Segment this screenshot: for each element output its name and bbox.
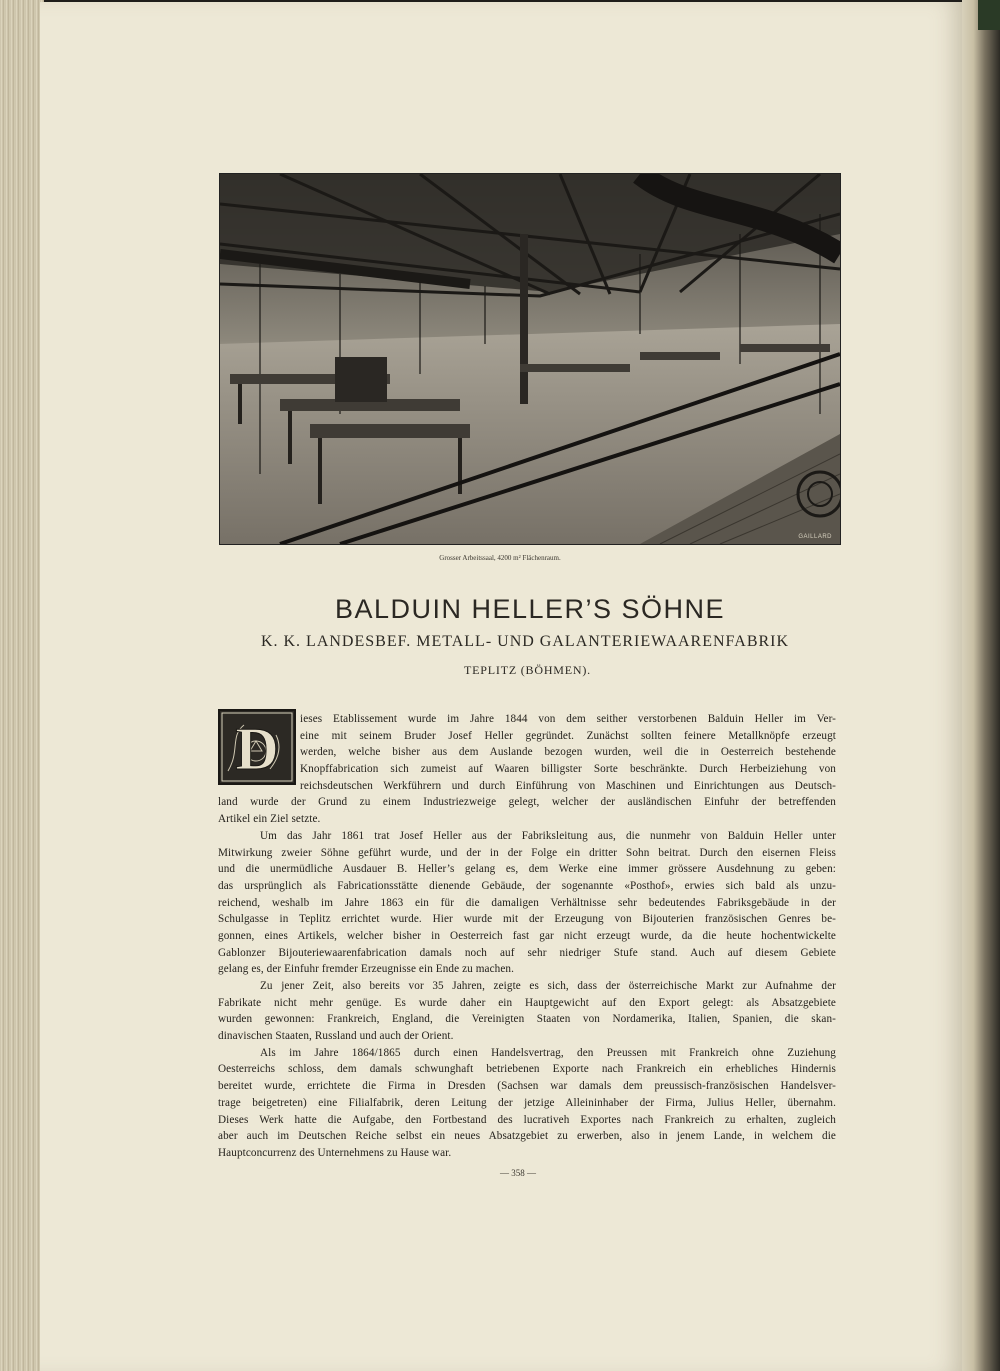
body-line: gelang es, der Einfuhr fremder Erzeugnisse ein Ende zu machen. [218, 963, 515, 976]
body-line: Um das Jahr 1861 trat Josef Heller aus der Fabriksleitung aus, die nunmehr von Balduin Heller unter [260, 829, 836, 842]
body-line: Artikel ein Ziel setzte. [218, 813, 321, 826]
photo-caption: Grosser Arbeitssaal, 4200 m² Flächenraum. [439, 554, 561, 562]
body-line: Oesterreichs schloss, dem damals schwunghaft betriebenen Exporte nach Frankreich ein erhebliches Hindernis [218, 1063, 836, 1076]
body-line: ieses Etablissement wurde im Jahre 1844 von dem seither verstorbenen Balduin Heller im Ver- [300, 713, 836, 725]
body-line: Zu jener Zeit, also bereits vor 35 Jahren, zeigte es sich, dass der österreichische Markt zur Aufnahme der [260, 980, 836, 992]
body-line: reichend, weshalb im Jahre 1863 ein für die damaligen Verhältnisse sehr bedeutendes Fabriksgebäude in der [218, 896, 836, 909]
body-line: eine mit seinem Bruder Josef Heller gegründet. Zunächst sollten feinere Metallknöpfe erzeugt [300, 729, 836, 742]
body-line: reichsdeutschen Werkführern und durch Einführung von Maschinen und Einrichtungen aus Deutsch- [300, 779, 836, 792]
body-line: land wurde der Grund zu einem Industriezweige gelegt, welcher der ausländischen Einfuhr der betreffenden [218, 796, 836, 809]
page-title: BALDUIN HELLER’S SÖHNE [334, 594, 726, 624]
body-line: und die unermüdliche Ausdauer B. Heller’s gelang es, dem Werke eine immer grössere Ausdehnung zu geben: [218, 863, 836, 876]
body-line: gonnen, eines Artikels, welcher bisher in Oesterreich fast gar nicht erzeugt wurde, da die heute hochentwickelte [218, 929, 836, 942]
photographer-signature: GAILLARD [798, 534, 832, 540]
book-cover-corner [978, 0, 1000, 30]
body-line: dinavischen Staaten, Russland und auch der Orient. [218, 1030, 454, 1043]
body-line: wurden gewonnen: Frankreich, England, die Vereinigten Staaten von Nordamerika, Italien, Spanien, die skan- [218, 1013, 836, 1026]
body-line: aber auch im Deutschen Reiche selbst ein neues Absatzgebiet zu erwerben, also in jenem Lande, in welchem die [218, 1130, 836, 1143]
page-subtitle: K. K. LANDESBEF. METALL- UND GALANTERIEWAARENFABRIK [260, 633, 790, 650]
body-line: Gablonzer Bijouteriewaarenfabrication damals noch auf sehr niedriger Stufe stand. Auch auf diesem Gebiete [218, 946, 836, 959]
factory-hall-illustration [220, 174, 840, 544]
body-line: Fabrikate nicht mehr genüge. Es wurde daher ein Hauptgewicht auf den Export gelegt: als Absatzgebiete [218, 996, 836, 1009]
body-line: Hauptconcurrenz des Unternehmens zu Hause war. [218, 1146, 452, 1159]
body-line: bereitet wurde, errichtete die Firma in Dresden (Sachsen war damals dem preussisch-französischen Handelsver- [218, 1080, 836, 1093]
body-line: Schulgasse in Teplitz errichtet wurde. Hier wurde mit der Erzeugung von Bijouterien französischen Genres be- [218, 913, 836, 926]
body-line: das ursprünglich als Fabricationsstätte dienende Gebäude, der sogenannte «Posthof», erwies sich bald als unzu- [218, 879, 836, 892]
place-line: TEPLITZ (BÖHMEN). [464, 663, 591, 677]
factory-hall-photograph [219, 173, 841, 545]
body-line: Knopffabrication sich zumeist auf Waaren billigster Sorte beschränkte. Durch Herbeiziehung von [300, 763, 836, 776]
svg-text:D: D [235, 716, 279, 782]
body-line: Als im Jahre 1864/1865 durch einen Handelsvertrag, den Preussen mit Frankreich ohne Zuziehung [260, 1046, 836, 1059]
book-page-edges-right [962, 0, 1000, 1371]
body-line: trage beigetreten) eine Filialfabrik, deren Leitung der jetzige Alleininhaber der Firma, Julius Heller, übernahm. [218, 1096, 836, 1109]
body-line: werden, welche bisher aus dem Auslande bezogen wurden, weil die in Oesterreich bestehende [300, 746, 836, 759]
book-page-edges-left [0, 0, 44, 1371]
body-line: Mitwirkung zweier Söhne geführt wurde, und der in der Folge ein dritter Sohn beitrat. Durch den eisernen Fleiss [218, 846, 836, 859]
article-body [218, 711, 836, 1162]
page-number: — 358 — [500, 1168, 536, 1178]
body-line: Dieses Werk hatte die Aufgabe, den Fortbestand des lucrativeh Exportes nach Frankreich zu erhalten, zugleich [218, 1113, 836, 1126]
